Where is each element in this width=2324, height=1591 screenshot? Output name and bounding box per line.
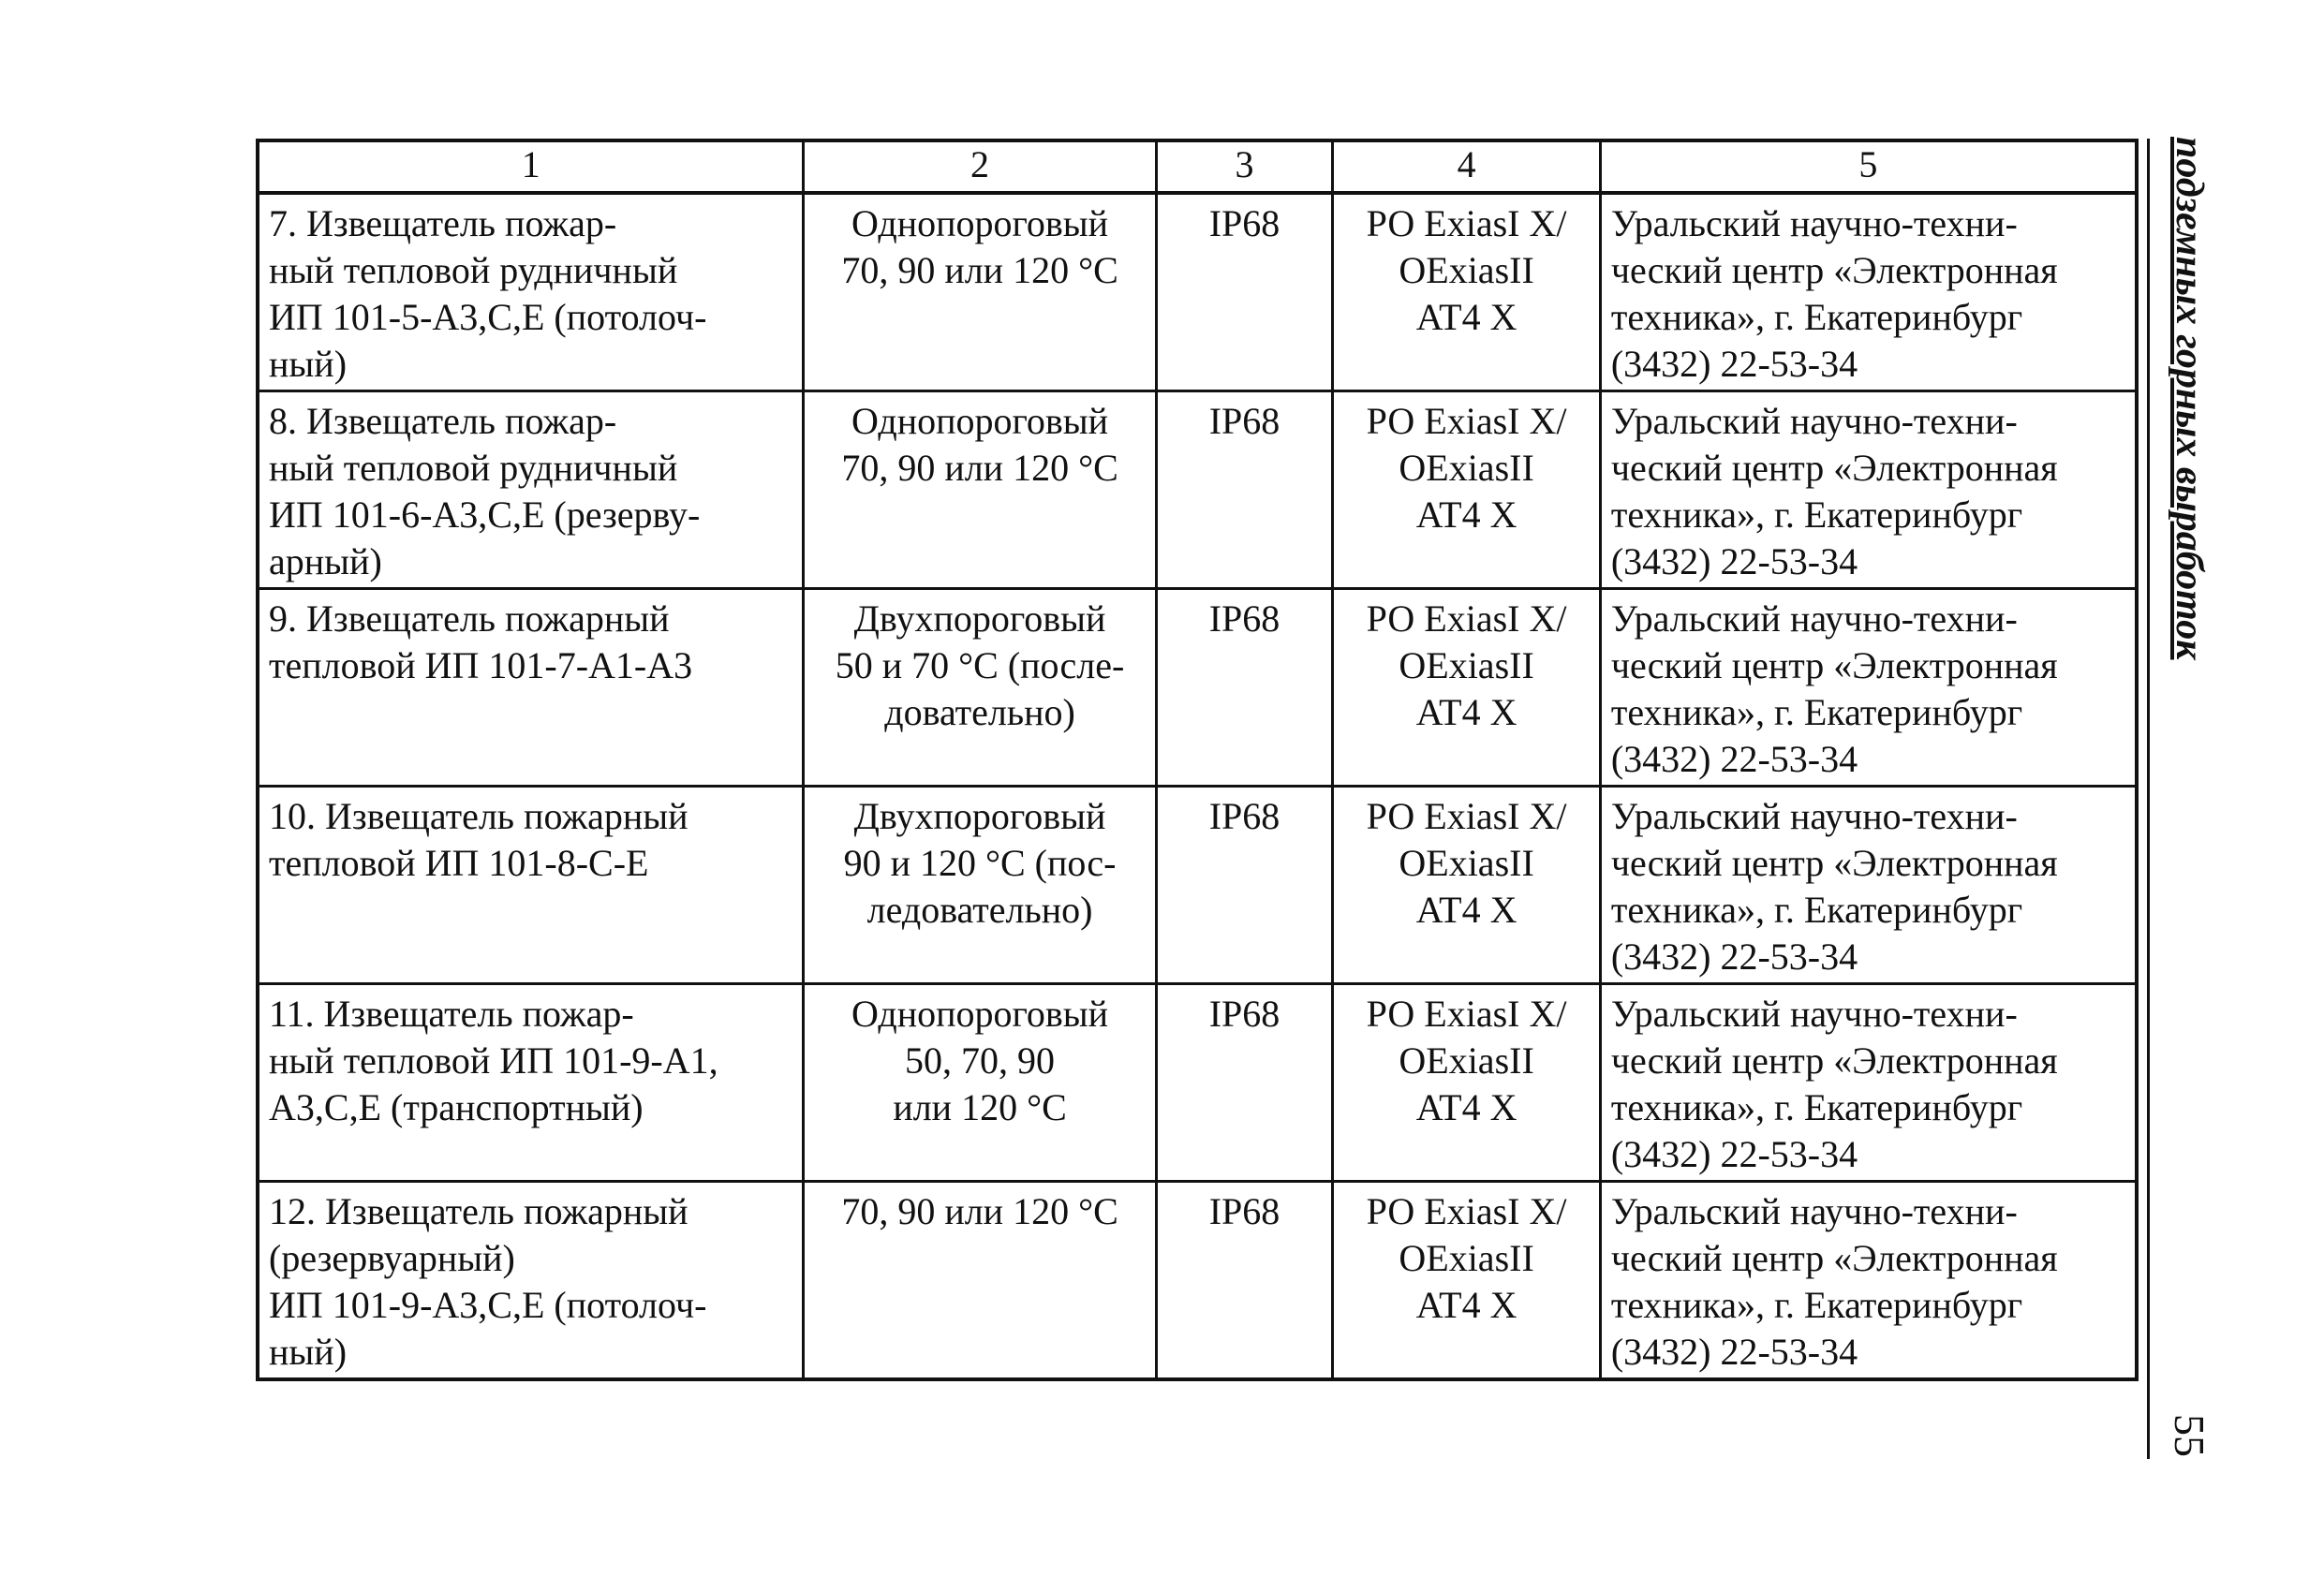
- manufacturer: Уральский научно-техни- ческий центр «Электронная техника», г. Екатеринбург (3432) 22-53-34: [1610, 993, 2058, 1175]
- table-header-row: [258, 140, 2137, 193]
- table-row: [258, 984, 2137, 1182]
- protection-class: IP68: [1208, 597, 1280, 640]
- threshold-value: Двухпороговый 50 и 70 °С (после- довательно): [835, 597, 1125, 733]
- ex-marking: РО ExiasI X/ OExiasII AT4 X: [1366, 597, 1567, 733]
- detector-table: [256, 139, 2139, 1381]
- threshold-value: 70, 90 или 120 °С: [841, 1190, 1118, 1232]
- threshold-cell: [804, 193, 1156, 391]
- detector-name: 9. Извещатель пожарный тепловой ИП 101-7-А1-А3: [269, 597, 693, 686]
- marking-cell: [1333, 787, 1601, 984]
- manufacturer: Уральский научно-техни- ческий центр «Электронная техника», г. Екатеринбург (3432) 22-53-34: [1610, 1190, 2058, 1373]
- protection-class: IP68: [1208, 795, 1280, 837]
- column-header-1: 1: [258, 140, 804, 193]
- ex-marking: РО ExiasI X/ OExiasII AT4 X: [1366, 1190, 1567, 1326]
- detector-name-cell: [258, 1182, 804, 1380]
- marking-cell: [1333, 984, 1601, 1182]
- detector-name: 12. Извещатель пожарный (резервуарный) ИП 101-9-А3,С,Е (потолоч- ный): [269, 1190, 707, 1373]
- marking-cell: [1333, 193, 1601, 391]
- detector-name: 11. Извещатель пожар- ный тепловой ИП 101-9-А1, А3,С,Е (транспортный): [269, 993, 718, 1128]
- margin-rule: [2147, 139, 2150, 1459]
- ex-marking: РО ExiasI X/ OExiasII AT4 X: [1366, 993, 1567, 1128]
- detector-name-cell: [258, 391, 804, 589]
- ex-marking: РО ExiasI X/ OExiasII AT4 X: [1366, 202, 1567, 338]
- threshold-cell: [804, 589, 1156, 787]
- column-header-3: 3: [1156, 140, 1333, 193]
- threshold-value: Двухпороговый 90 и 120 °С (пос- ледовательно): [843, 795, 1117, 931]
- manufacturer: Уральский научно-техни- ческий центр «Электронная техника», г. Екатеринбург (3432) 22-53-34: [1610, 202, 2058, 385]
- table-row: [258, 1182, 2137, 1380]
- threshold-cell: [804, 391, 1156, 589]
- ex-marking: РО ExiasI X/ OExiasII AT4 X: [1366, 795, 1567, 931]
- threshold-value: Однопороговый 70, 90 или 120 °С: [841, 202, 1118, 291]
- detector-name-cell: [258, 787, 804, 984]
- protection-cell: [1156, 1182, 1333, 1380]
- manufacturer-cell: [1600, 787, 2137, 984]
- manufacturer: Уральский научно-техни- ческий центр «Электронная техника», г. Екатеринбург (3432) 22-53-34: [1610, 400, 2058, 582]
- protection-class: IP68: [1208, 202, 1280, 244]
- detector-name: 8. Извещатель пожар- ный тепловой рудничный ИП 101-6-А3,С,Е (резерву- арный): [269, 400, 701, 582]
- column-header-4: 4: [1333, 140, 1601, 193]
- manufacturer-cell: [1600, 1182, 2137, 1380]
- threshold-cell: [804, 787, 1156, 984]
- manufacturer-cell: [1600, 589, 2137, 787]
- threshold-value: Однопороговый 70, 90 или 120 °С: [841, 400, 1118, 489]
- protection-cell: [1156, 193, 1333, 391]
- running-header: подземных горных выработок: [2168, 137, 2211, 660]
- detector-name-cell: [258, 589, 804, 787]
- column-header-2: 2: [804, 140, 1156, 193]
- table-row: [258, 193, 2137, 391]
- protection-class: IP68: [1208, 993, 1280, 1035]
- detector-name-cell: [258, 984, 804, 1182]
- manufacturer-cell: [1600, 193, 2137, 391]
- threshold-cell: [804, 1182, 1156, 1380]
- detector-name: 7. Извещатель пожар- ный тепловой рудничный ИП 101-5-А3,С,Е (потолоч- ный): [269, 202, 707, 385]
- table-row: [258, 787, 2137, 984]
- protection-class: IP68: [1208, 1190, 1280, 1232]
- protection-cell: [1156, 787, 1333, 984]
- manufacturer-cell: [1600, 984, 2137, 1182]
- page-number: 55: [2166, 1414, 2213, 1457]
- protection-class: IP68: [1208, 400, 1280, 442]
- table-row: [258, 391, 2137, 589]
- marking-cell: [1333, 589, 1601, 787]
- column-header-5: 5: [1600, 140, 2137, 193]
- manufacturer: Уральский научно-техни- ческий центр «Электронная техника», г. Екатеринбург (3432) 22-53-34: [1610, 597, 2058, 780]
- manufacturer-cell: [1600, 391, 2137, 589]
- protection-cell: [1156, 984, 1333, 1182]
- threshold-value: Однопороговый 50, 70, 90 или 120 °С: [851, 993, 1109, 1128]
- detector-name-cell: [258, 193, 804, 391]
- marking-cell: [1333, 391, 1601, 589]
- protection-cell: [1156, 589, 1333, 787]
- marking-cell: [1333, 1182, 1601, 1380]
- threshold-cell: [804, 984, 1156, 1182]
- detector-name: 10. Извещатель пожарный тепловой ИП 101-8-С-Е: [269, 795, 688, 884]
- ex-marking: РО ExiasI X/ OExiasII AT4 X: [1366, 400, 1567, 536]
- protection-cell: [1156, 391, 1333, 589]
- table-row: [258, 589, 2137, 787]
- manufacturer: Уральский научно-техни- ческий центр «Электронная техника», г. Екатеринбург (3432) 22-53-34: [1610, 795, 2058, 978]
